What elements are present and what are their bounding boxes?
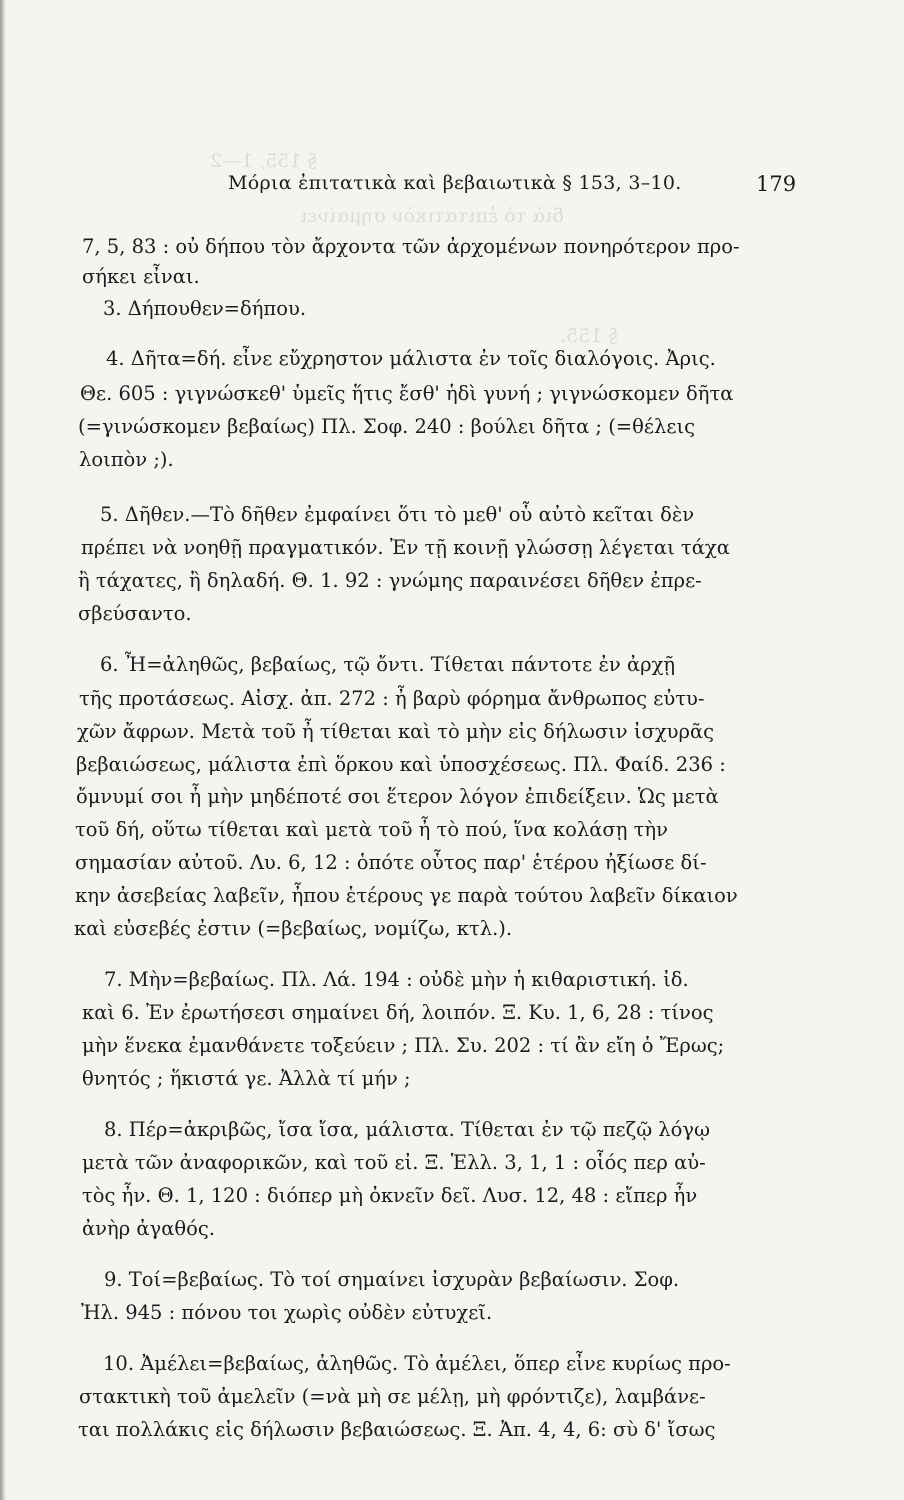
text-line: σημασίαν αὐτοῦ. Λυ. 6, 12 : ὁπότε οὗτος παρ' ἑτέρου ἠξίωσε δί- xyxy=(75,851,707,874)
page-header xyxy=(0,172,904,202)
text-line: σήκει εἶναι. xyxy=(82,265,200,288)
text-line: ται πολλάκις εἰς δήλωσιν βεβαιώσεως. Ξ. Ἀπ. 4, 4, 6: σὺ δ' ἴσως xyxy=(78,1418,716,1441)
text-line: 10. Ἀμέλει=βεβαίως, ἀληθῶς. Τὸ ἀμέλει, ὅπερ εἶνε κυρίως προ- xyxy=(103,1352,731,1375)
text-line: 8. Πέρ=ἀκριβῶς, ἴσα ἴσα, μάλιστα. Τίθεται ἐν τῷ πεζῷ λόγῳ xyxy=(104,1118,710,1141)
text-line: (=γινώσκομεν βεβαίως) Πλ. Σοφ. 240 : βούλει δῆτα ; (=θέλεις xyxy=(78,415,696,438)
text-line: 7, 5, 83 : οὐ δήπου τὸν ἄρχοντα τῶν ἀρχομένων πονηρότερον προ- xyxy=(82,235,740,258)
text-line: Θε. 605 : γιγνώσκεθ' ὑμεῖς ἥτις ἔσθ' ἡδὶ γυνή ; γιγνώσκομεν δῆτα xyxy=(80,382,734,405)
text-line: τοῦ δή, οὕτω τίθεται καὶ μετὰ τοῦ ἦ τὸ πού, ἵνα κολάσῃ τὴν xyxy=(75,818,668,841)
running-head: Μόρια ἐπιτατικὰ καὶ βεβαιωτικὰ § 153, 3–10. xyxy=(228,172,682,194)
text-line: Ἠλ. 945 : πόνου τοι χωρὶς οὐδὲν εὐτυχεῖ. xyxy=(81,1301,493,1324)
show-through-text: § 155, 1—2 xyxy=(210,150,318,172)
text-line: 5. Δῆθεν.—Τὸ δῆθεν ἐμφαίνει ὅτι τὸ μεθ' οὗ αὐτὸ κεῖται δὲν xyxy=(100,503,695,526)
text-line: 9. Τοί=βεβαίως. Τὸ τοί σημαίνει ἰσχυρὰν βεβαίωσιν. Σοφ. xyxy=(104,1268,680,1291)
text-line: πρέπει νὰ νοηθῇ πραγματικόν. Ἐν τῇ κοινῇ γλώσσῃ λέγεται τάχα xyxy=(81,536,730,559)
page-number: 179 xyxy=(756,172,797,196)
text-line: 6. Ἦ=ἀληθῶς, βεβαίως, τῷ ὄντι. Τίθεται πάντοτε ἐν ἀρχῇ xyxy=(100,653,676,676)
text-line: μὴν ἕνεκα ἐμανθάνετε τοξεύειν ; Πλ. Συ. 202 : τί ἂν εἴη ὁ Ἔρως; xyxy=(82,1034,725,1057)
text-line: ἀνὴρ ἀγαθός. xyxy=(82,1217,215,1240)
text-line: βεβαιώσεως, μάλιστα ἐπὶ ὅρκου καὶ ὑποσχέσεως. Πλ. Φαίδ. 236 : xyxy=(76,753,726,776)
text-line: καὶ 6. Ἐν ἐρωτήσεσι σημαίνει δή, λοιπόν. Ξ. Κυ. 1, 6, 28 : τίνος xyxy=(82,1001,714,1024)
text-line: ἢ τάχατες, ἢ δηλαδή. Θ. 1. 92 : γνώμης παραινέσει δῆθεν ἐπρε- xyxy=(78,569,702,592)
text-line: ὄμνυμί σοι ἦ μὴν μηδέποτέ σοι ἕτερον λόγον ἐπιδείξειν. Ὡς μετὰ xyxy=(76,785,719,808)
text-line: καὶ εὐσεβές ἐστιν (=βεβαίως, νομίζω, κτλ.). xyxy=(74,917,513,940)
text-line: χῶν ἄφρων. Μετὰ τοῦ ἦ τίθεται καὶ τὸ μὴν εἰς δήλωσιν ἰσχυρᾶς xyxy=(77,720,715,743)
page-edge-shadow xyxy=(0,0,6,1500)
text-line: 7. Μὴν=βεβαίως. Πλ. Λά. 194 : οὐδὲ μὴν ἡ κιθαριστική. ἰδ. xyxy=(104,968,689,991)
text-line: τῆς προτάσεως. Αἰσχ. ἀπ. 272 : ἦ βαρὺ φόρημα ἄνθρωπος εὐτυ- xyxy=(79,687,705,710)
text-line: στακτικὴ τοῦ ἀμελεῖν (=νὰ μὴ σε μέλῃ, μὴ φρόντιζε), λαμβάνε- xyxy=(79,1385,706,1408)
text-line: σβεύσαντο. xyxy=(78,602,192,625)
text-line: θνητός ; ἥκιστά γε. Ἀλλὰ τί μήν ; xyxy=(82,1067,411,1090)
text-line: τὸς ἦν. Θ. 1, 120 : διόπερ μὴ ὀκνεῖν δεῖ. Λυσ. 12, 48 : εἴπερ ἦν xyxy=(82,1184,698,1207)
text-line: κην ἀσεβείας λαβεῖν, ἦπου ἑτέρους γε παρὰ τούτου λαβεῖν δίκαιον xyxy=(75,884,738,907)
text-line: 3. Δήπουθεν=δήπου. xyxy=(103,297,307,320)
text-line: μετὰ τῶν ἀναφορικῶν, καὶ τοῦ εἰ. Ξ. Ἑλλ. 3, 1, 1 : οἷός περ αὐ- xyxy=(82,1151,706,1174)
show-through-text: § 155. xyxy=(560,325,618,347)
show-through-text: διὰ τὸ ἐπιτατικὸν σημαίνει xyxy=(300,205,564,227)
text-line: 4. Δῆτα=δή. εἶνε εὔχρηστον μάλιστα ἐν τοῖς διαλόγοις. Ἀρις. xyxy=(106,347,716,370)
text-line: λοιπὸν ;). xyxy=(79,448,174,471)
